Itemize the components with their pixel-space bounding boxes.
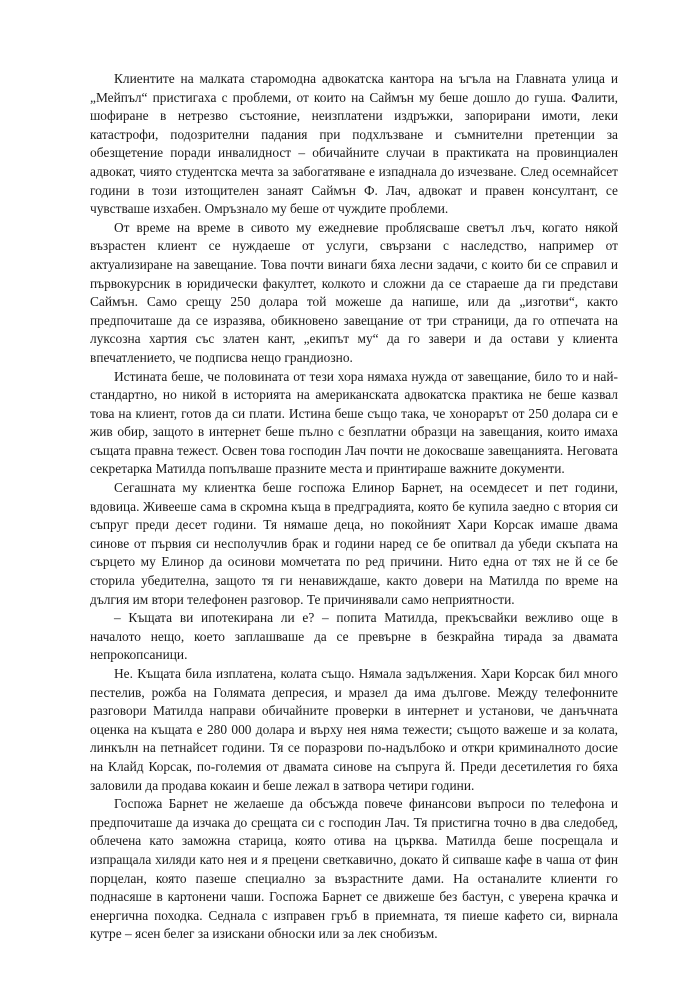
paragraph: Госпожа Барнет не желаеше да обсъжда повече финансови въпроси по телефона и предпочиташе да изчака до срещата си с господин Лач. Тя пристигна точно в два следобед, облечена като заможна старица, която отива на църква. Матилда беше посрещала и изпращала хиляди като нея и я прецени светкавично, докато й сипваше кафе в чаша от фин порцелан, която пазеше специално за възрастните дами. На останалите клиенти го поднасяше в картонени чаши. Госпожа Барнет се движеше без бастун, с уверена крачка и енергична походка. Седнала с изправен гръб в приемната, тя пиеше кафето си, вирнала кутре – ясен белег за изискани обноски или за лек снобизъм. [90, 796, 618, 942]
paragraph: Клиентите на малката старомодна адвокатска кантора на ъгъла на Главната улица и „Мейпъл“ пристигаха с проблеми, от които на Саймън му беше дошло до гуша. Фалити, шофиране в нетрезво състояние, неизплатени издръжки, запорирани имоти, леки катастрофи, подозрителни падания при подхлъзване и съмнителни претенции за обезщетение поради инвалидност – обичайните случаи в практиката на провинциален адвокат, чиято студентска мечта за забогатяване е изпаднала до изчезване. След осемнайсет години в този изтощителен занаят Саймън Ф. Лач, адвокат и правен консултант, се чувстваше изхабен. Омръзнало му беше от чуждите проблеми. [90, 71, 618, 217]
paragraph: Сегашната му клиентка беше госпожа Елинор Барнет, на осемдесет и пет години, вдовица. Живееше сама в скромна къща в предградията, която бе купила заедно с втория си съпруг преди десет години. Тя нямаше деца, но покойният Хари Корсак имаше двама синове от първия си несполучлив брак и години наред се бе опитвал да убеди скъпата на сърцето му Елинор да осинови момчетата по ред причини. Нито една от тях не й се бе сторила убедителна, защото тя ги ненавиждаше, както довери на Матилда по време на дългия им втори телефонен разговор. Те причинявали само неприятности. [90, 480, 618, 607]
paragraph: Не. Къщата била изплатена, колата също. Нямала задължения. Хари Корсак бил много пестелив, рожба на Голямата депресия, и мразел да има дългове. Между телефонните разговори Матилда направи обичайните проверки в интернет и установи, че данъчната оценка на къщата е 280 000 долара и върху нея няма тежести; същото важеше и за колата, линкълн на петнайсет години. Тя се поразрови по-надълбоко и откри криминалното досие на Клайд Корсак, по-големия от двамата синове на съпруга й. Преди десетилетия го бяха заловили да продава кокаин и беше лежал в затвора четири години. [90, 666, 618, 793]
paragraph: Истината беше, че половината от тези хора нямаха нужда от завещание, било то и най-стандартно, но никой в историята на американската адвокатска практика не беше казвал това на клиент, готов да си плати. Истина беше също така, че хонорарът от 250 долара си е жив обир, защото в интернет беше пълно с безплатни образци на завещания, които имаха същата правна тежест. Освен това господин Лач почти не докосваше завещанията. Неговата секретарка Матилда попълваше празните места и принтираше важните документи. [90, 368, 618, 477]
paragraph: От време на време в сивото му ежедневие проблясваше светъл лъч, когато някой възрастен клиент се нуждаеше от услуги, свързани с наследство, например от актуализиране на завещание. Това почти винаги бяха лесни задачи, с които би се справил и първокурсник в юридически факултет, колкото и сложни да се стараеше да ги представи Саймън. Само срещу 250 долара той можеше да напише, или да „изготви“, както предпочиташе да се изразява, обикновено завещание от три страници, да го отпечата на луксозна хартия със златен кант, „екипът му“ да го завери и да остави у клиента впечатлението, че подписва нещо грандиозно. [90, 219, 618, 365]
paragraph: – Къщата ви ипотекирана ли е? – попита Матилда, прекъсвайки вежливо още в началото нещо, което заплашваше да се превърне в безкрайна тирада за двамата непрокопсаници. [90, 610, 618, 663]
document-page [90, 70, 618, 944]
